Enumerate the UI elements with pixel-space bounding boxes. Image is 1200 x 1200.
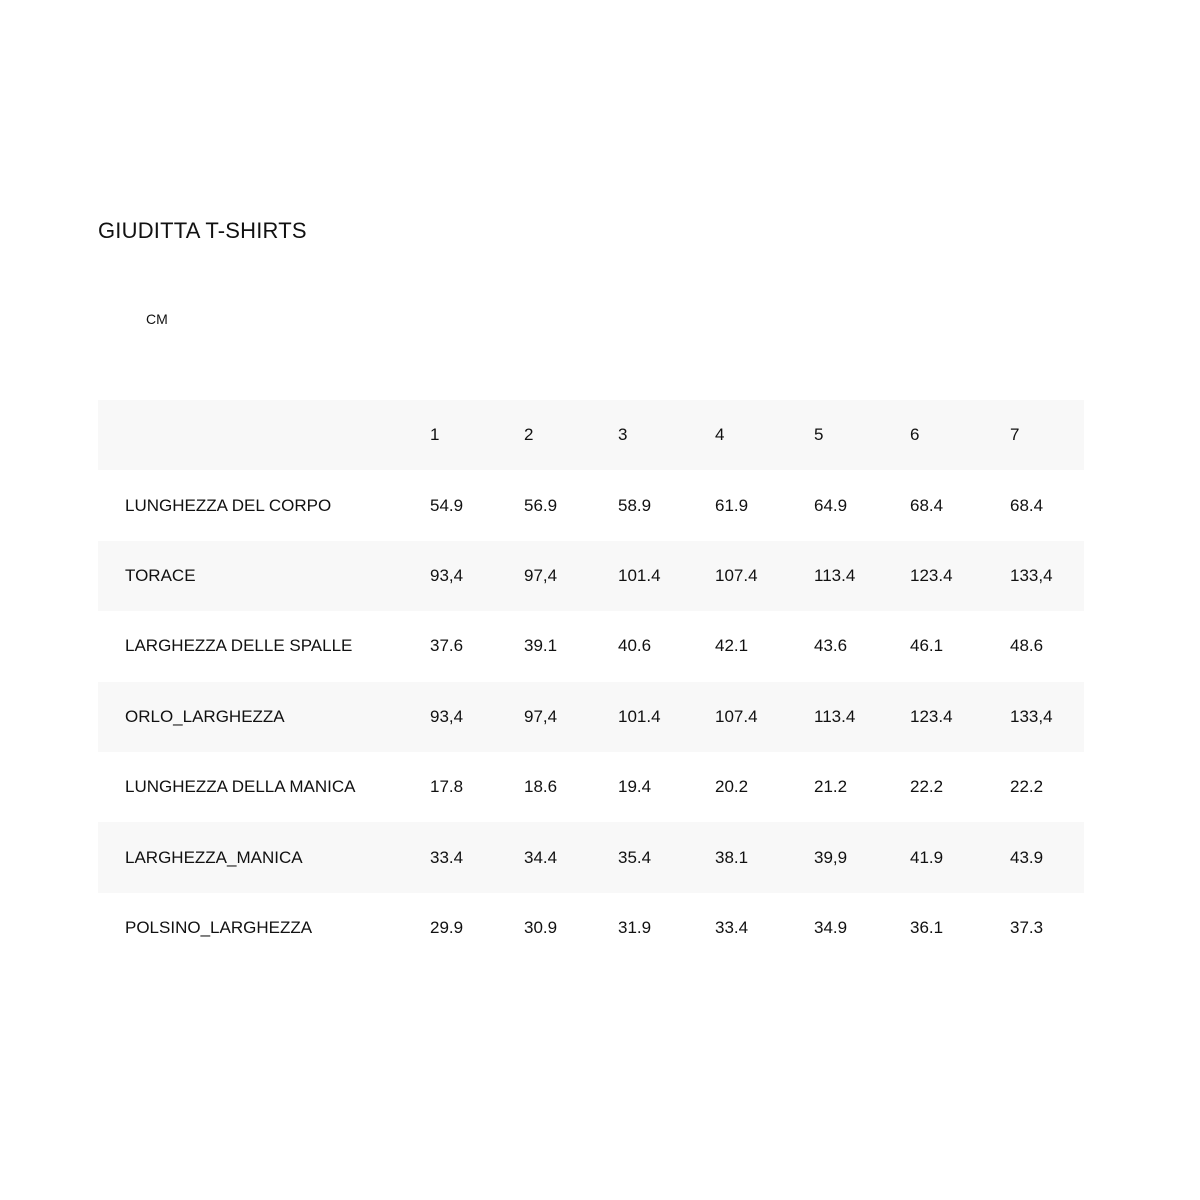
- table-cell: 123.4: [910, 706, 953, 726]
- table-cell: 18.6: [524, 777, 558, 797]
- table-cell: 107.4: [715, 565, 758, 585]
- table-cell: 42.1: [715, 636, 749, 656]
- row-label: LUNGHEZZA DELLA MANICA: [125, 777, 356, 797]
- header-size-5: 5: [814, 425, 824, 445]
- table-cell: 43.9: [1010, 847, 1044, 867]
- table-cell: 133,4: [1010, 706, 1053, 726]
- table-cell: 133,4: [1010, 565, 1053, 585]
- table-cell: 113.4: [814, 565, 856, 585]
- table-cell: 58.9: [618, 495, 652, 515]
- header-size-7: 7: [1010, 425, 1020, 445]
- header-cell: [98, 400, 428, 470]
- page-title: GIUDITTA T-SHIRTS: [98, 218, 307, 243]
- table-cell: 20.2: [715, 777, 749, 797]
- table-cell: 43.6: [814, 636, 848, 656]
- table-cell: 22.2: [910, 777, 944, 797]
- row-label: TORACE: [125, 565, 196, 585]
- row-label: ORLO_LARGHEZZA: [125, 706, 285, 726]
- table-cell: 101.4: [618, 565, 661, 585]
- table-cell: 97,4: [524, 706, 558, 726]
- table-cell: 35.4: [618, 847, 652, 867]
- table-cell: 107.4: [715, 706, 758, 726]
- table-cell: 30.9: [524, 917, 558, 937]
- table-cell: 17.8: [430, 777, 464, 797]
- table-cell: 61.9: [715, 495, 749, 515]
- table-cell: 39,9: [814, 847, 848, 867]
- table-cell: 29.9: [430, 917, 464, 937]
- table-cell: 101.4: [618, 706, 661, 726]
- table-cell: 123.4: [910, 565, 953, 585]
- row-label: LARGHEZZA_MANICA: [125, 847, 303, 867]
- table-cell: 31.9: [618, 917, 652, 937]
- table-cell: 64.9: [814, 495, 848, 515]
- table-cell: 34.4: [524, 847, 558, 867]
- table-row: [98, 893, 1084, 963]
- table-row: [98, 611, 1084, 681]
- table-cell: 37.6: [430, 636, 464, 656]
- table-cell: 19.4: [618, 777, 652, 797]
- table-cell: 56.9: [524, 495, 558, 515]
- table-cell: 54.9: [430, 495, 464, 515]
- table-cell: 36.1: [910, 917, 944, 937]
- table-cell: 38.1: [715, 847, 749, 867]
- header-size-4: 4: [715, 425, 725, 445]
- table-cell: 21.2: [814, 777, 848, 797]
- row-label: LUNGHEZZA DEL CORPO: [125, 495, 332, 515]
- table-cell: 22.2: [1010, 777, 1044, 797]
- header-size-2: 2: [524, 425, 534, 445]
- table-cell: 68.4: [910, 495, 944, 515]
- table-cell: 33.4: [715, 917, 749, 937]
- row-label: POLSINO_LARGHEZZA: [125, 917, 313, 937]
- table-row: [98, 470, 1084, 540]
- table-cell: 46.1: [910, 636, 944, 656]
- header-size-6: 6: [910, 425, 920, 445]
- table-row: [98, 822, 1084, 892]
- table-row: [98, 682, 1084, 752]
- row-label: LARGHEZZA DELLE SPALLE: [125, 636, 353, 656]
- table-cell: 34.9: [814, 917, 848, 937]
- header-size-3: 3: [618, 425, 628, 445]
- table-cell: 93,4: [430, 706, 464, 726]
- table-row: [98, 541, 1084, 611]
- size-chart-table: [98, 400, 1084, 963]
- table-cell: 37.3: [1010, 917, 1044, 937]
- table-cell: 113.4: [814, 706, 856, 726]
- table-cell: 39.1: [524, 636, 558, 656]
- table-cell: 40.6: [618, 636, 652, 656]
- table-cell: 97,4: [524, 565, 558, 585]
- table-cell: 41.9: [910, 847, 944, 867]
- table-header-row: [98, 400, 1084, 470]
- header-size-1: 1: [430, 425, 440, 445]
- table-cell: 68.4: [1010, 495, 1044, 515]
- table-cell: 48.6: [1010, 636, 1044, 656]
- table-cell: 33.4: [430, 847, 464, 867]
- table-row: [98, 752, 1084, 822]
- table-cell: 93,4: [430, 565, 464, 585]
- unit-tab-cm[interactable]: CM: [146, 311, 168, 327]
